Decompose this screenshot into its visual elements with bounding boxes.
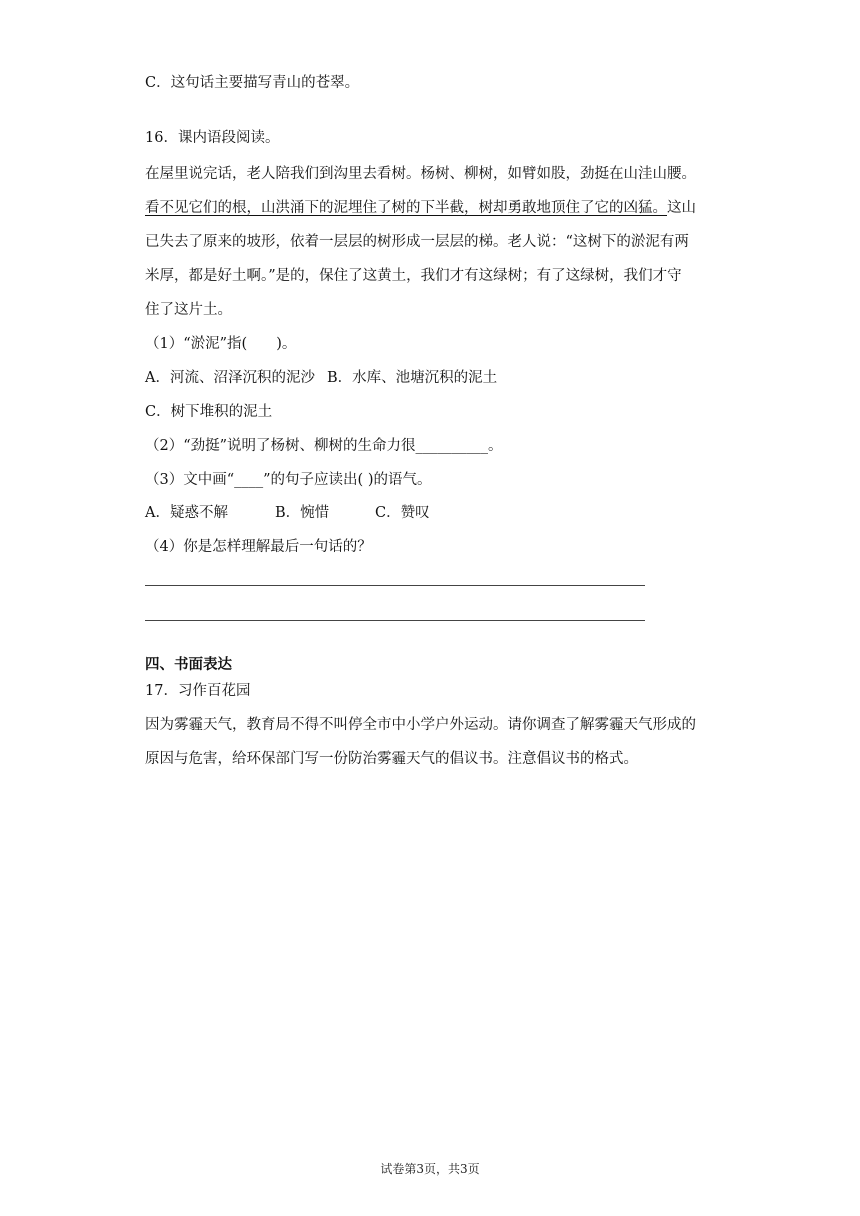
sub-question-1-options	[145, 368, 497, 388]
section-heading: 四、书面表达	[145, 656, 232, 673]
question-17-line: 原因与危害，给环保部门写一份防治雾霾天气的倡议书。注意倡议书的格式。	[145, 751, 638, 767]
option-c: C．赞叹	[375, 505, 430, 521]
passage-line	[145, 198, 696, 218]
question-15-option-c: C．这句话主要描写青山的苍翠。	[145, 75, 360, 91]
passage-line: 住了这片土。	[145, 302, 232, 318]
question-16-title: 16．课内语段阅读。	[145, 130, 280, 146]
underlined-sentence: 看不见它们的根，山洪涌下的泥埋住了树的下半截，树却勇敢地顶住了它的凶猛。	[145, 200, 667, 216]
sub-question-4: （4）你是怎样理解最后一句话的？	[145, 539, 372, 555]
option-a: A．河流、沼泽沉积的泥沙	[145, 370, 315, 386]
passage-line: 在屋里说完话，老人陪我们到沟里去看树。杨树、柳树，如臂如股，劲挺在山洼山腰。	[145, 166, 696, 182]
sub-question-1-option-c: C．树下堆积的泥土	[145, 404, 273, 420]
passage-line: 已失去了原来的坡形，依着一层层的树形成一层层的梯。老人说：“这树下的淤泥有两	[145, 234, 689, 250]
question-17-line: 因为雾霾天气，教育局不得不叫停全市中小学户外运动。请你调查了解雾霾天气形成的	[145, 717, 696, 733]
answer-line	[145, 585, 645, 586]
sub-question-3: （3）文中画“____”的句子应读出( )的语气。	[145, 472, 432, 488]
passage-text: 这山	[667, 200, 696, 216]
sub-question-3-options	[145, 503, 430, 523]
sub-question-1: （1）“淤泥”指( )。	[145, 336, 297, 352]
passage-line: 米厚，都是好土啊。”是的，保住了这黄土，我们才有这绿树；有了这绿树，我们才守	[145, 268, 682, 284]
option-b: B．惋惜	[275, 505, 330, 521]
question-17-title: 17．习作百花园	[145, 683, 251, 699]
option-b: B．水库、池塘沉积的泥土	[326, 370, 498, 386]
page-footer: 试卷第3页，共3页	[380, 1162, 480, 1176]
option-a: A．疑惑不解	[145, 505, 228, 521]
answer-line	[145, 620, 645, 621]
sub-question-2: （2）“劲挺”说明了杨树、柳树的生命力很__________。	[145, 438, 503, 454]
